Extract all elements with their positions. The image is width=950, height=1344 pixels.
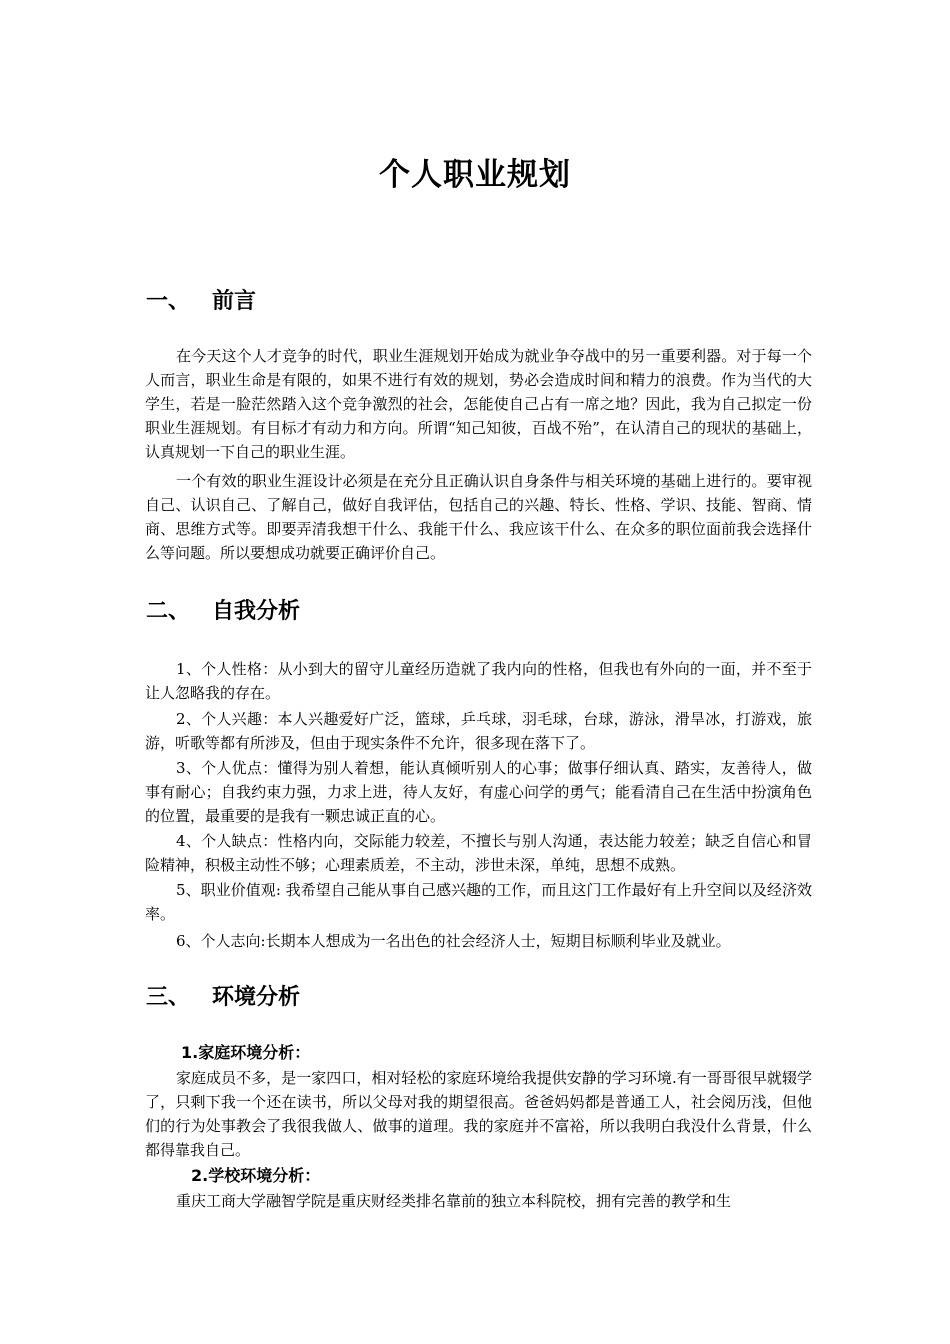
paragraph: 在今天这个人才竞争的时代，职业生涯规划开始成为就业争夺战中的另一重要利器。对于每一个人而言，职业生命是有限的，如果不进行有效的规划，势必会造成时间和精力的浪费。作为当代的大学生，若是一脸茫然踏入这个竞争激烈的社会，怎能使自己占有一席之地？因此，我为自己拟定一份职业生涯规划。有目标才有动力和方向。所谓“知己知彼，百战不殆”，在认清自己的现状的基础上，认真规划一下自己的职业生涯。 <box>145 347 812 461</box>
section-title: 自我分析 <box>212 599 301 624</box>
section-title: 环境分析 <box>212 985 301 1010</box>
subsection-heading-family: 1.家庭环境分析： <box>181 1043 311 1062</box>
paragraph: 一个有效的职业生涯设计必须是在充分且正确认识自身条件与相关环境的基础上进行的。要审视自己、认识自己、了解自己，做好自我评估，包括自己的兴趣、特长、性格、学识、技能、智商、情商、思维方式等。即要弄清我想干什么、我能干什么、我应该干什么、在众多的职位面前我会选择什么等问题。所以要想成功就要正确评价自己。 <box>145 472 812 562</box>
paragraph: 重庆工商大学融智学院是重庆财经类排名靠前的独立本科院校，拥有完善的教学和生 <box>176 1192 732 1210</box>
document-title: 个人职业规划 <box>379 157 571 193</box>
list-item: 3、个人优点：懂得为别人着想，能认真倾听别人的心事；做事仔细认真、踏实，友善待人，做事有耐心；自我约束力强，力求上进，待人友好，有虚心问学的勇气；能看清自己在生活中扮演角色的位置，最重要的是我有一颗忠诚正直的心。 <box>145 759 812 825</box>
list-item: 5、职业价值观: 我希望自己能从事自己感兴趣的工作，而且这门工作最好有上升空间以及经济效率。 <box>145 881 812 923</box>
section-number: 一、 <box>146 289 191 314</box>
list-item: 1、个人性格：从小到大的留守儿童经历造就了我内向的性格，但我也有外向的一面，并不至于让人忽略我的存在。 <box>145 660 812 702</box>
list-item: 6、个人志向:长期本人想成为一名出色的社会经济人士，短期目标顺利毕业及就业。 <box>176 932 731 950</box>
section-heading-preface <box>146 286 256 318</box>
subsection-heading-school: 2.学校环境分析： <box>191 1166 321 1185</box>
section-title: 前言 <box>212 289 257 314</box>
list-item: 2、个人兴趣：本人兴趣爱好广泛，篮球，乒乓球，羽毛球，台球，游泳，滑旱冰，打游戏，旅游，听歌等都有所涉及，但由于现实条件不允许，很多现在落下了。 <box>145 710 812 752</box>
section-number: 三、 <box>146 985 191 1010</box>
section-heading-environment-analysis <box>146 982 300 1014</box>
paragraph: 家庭成员不多，是一家四口，相对轻松的家庭环境给我提供安静的学习环境.有一哥哥很早就辍学了，只剩下我一个还在读书，所以父母对我的期望很高。爸爸妈妈都是普通工人，社会阅历浅，但他们的行为处事教会了我很我做人、做事的道理。我的家庭并不富裕，所以我明白我没什么背景，什么都得靠我自己。 <box>145 1069 812 1159</box>
section-heading-self-analysis <box>146 596 300 628</box>
section-number: 二、 <box>146 599 191 624</box>
list-item: 4、个人缺点：性格内向，交际能力较差，不擅长与别人沟通，表达能力较差；缺乏自信心和冒险精神，积极主动性不够；心理素质差，不主动，涉世未深，单纯，思想不成熟。 <box>145 832 812 874</box>
